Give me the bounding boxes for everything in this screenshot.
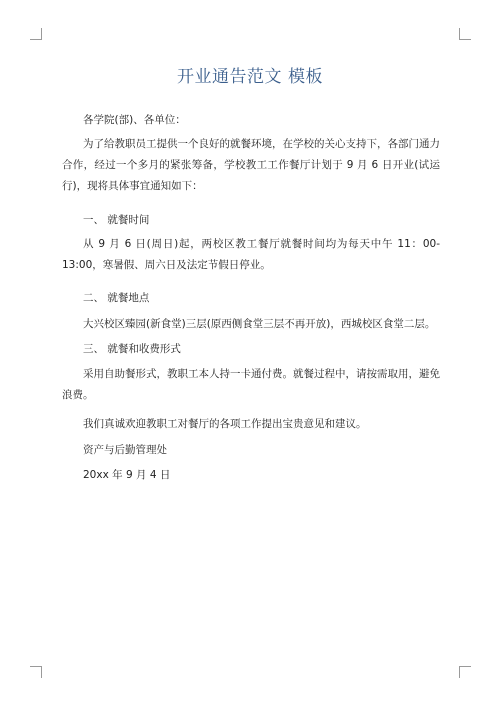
salutation: [62, 110, 440, 131]
section-content-3: [62, 364, 440, 406]
section-content-1: [62, 234, 440, 276]
intro-text: 为了给教职员工提供一个良好的就餐环境，在学校的关心支持下，各部门通力合作，经过一个多月的紧张筹备，学校教工工作餐厅计划于 9 月 6 日开业(试运行)，现将具体事宜通知如下：: [62, 138, 440, 192]
closing-text: 我们真诚欢迎教职工对餐厅的各项工作提出宝贵意见和建议。: [83, 418, 367, 430]
section-content-text: 采用自助餐形式，教职工本人持一卡通付费。就餐过程中，请按需取用，避免浪费。: [62, 368, 440, 401]
crop-mark-bottom-left: [30, 666, 42, 678]
crop-mark-top-left: [30, 28, 42, 40]
section-heading-3: [62, 339, 440, 360]
section-content-text: 从 9 月 6 日(周日)起，两校区教工餐厅就餐时间均为每天中午 11：00-13:00，寒暑假、周六日及法定节假日停业。: [62, 238, 440, 271]
section-heading-text: 一、 就餐时间: [83, 214, 150, 226]
date: [62, 465, 440, 486]
section-heading-2: [62, 288, 440, 309]
section-heading-1: [62, 210, 440, 231]
crop-mark-top-right: [459, 28, 471, 40]
section-heading-text: 三、 就餐和收费形式: [83, 343, 181, 355]
intro-paragraph: [62, 134, 440, 197]
signature-text: 资产与后勤管理处: [83, 444, 167, 456]
section-content-text: 大兴校区臻园(新食堂)三层(原西侧食堂三层不再开放)，西城校区食堂二层。: [83, 318, 436, 330]
section-content-2: [62, 314, 440, 335]
crop-mark-bottom-right: [459, 666, 471, 678]
signature: [62, 440, 440, 461]
closing-paragraph: [62, 414, 440, 435]
date-text: 20xx 年 9 月 4 日: [83, 469, 171, 481]
section-heading-text: 二、 就餐地点: [83, 292, 150, 304]
document-title: 开业通告范文 模板: [177, 67, 323, 87]
salutation-text: 各学院(部)、各单位：: [83, 114, 186, 126]
